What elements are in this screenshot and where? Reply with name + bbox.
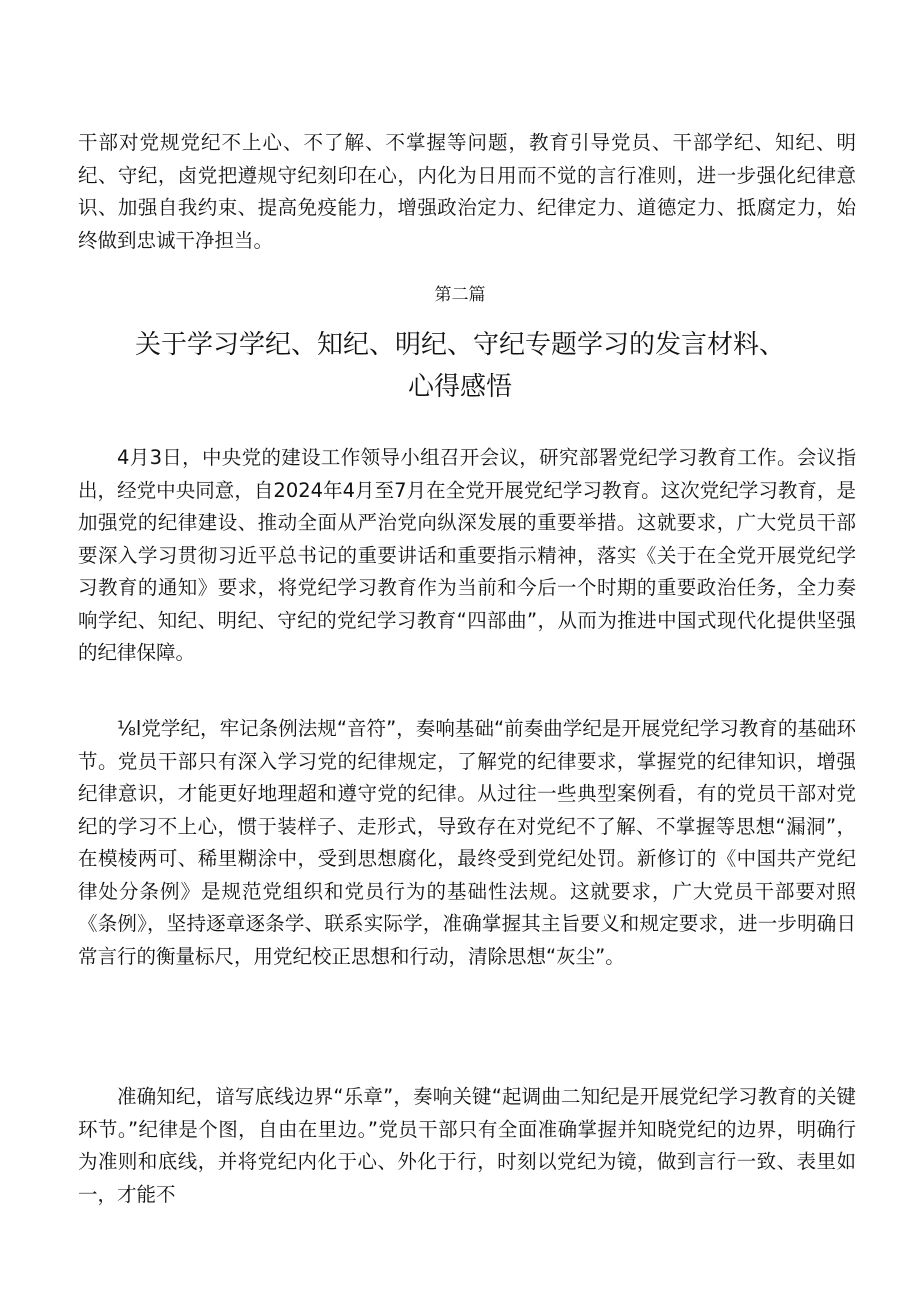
body-paragraph-2: ⅛l党学纪，牢记条例法规“音符”，奏响基础“前奏曲学纪是开展党纪学习教育的基础环节。党员干部只有深入学习党的纪律规定，了解党的纪律要求，掌握党的纪律知识，增强纪律意识，才能更好地理超和遵守党的纪律。从过往一些典型案例看，有的党员干部对党纪的学习不上心，惯于装样子、走形式，导致存在对党纪不了解、不掌握等思想“漏洞”，在模棱两可、稀里糊涂中，受到思想腐化，最终受到党纪处罚。新修订的《中国共产党纪律处分条例》是规范党组织和党员行为的基础性法规。这就要求，广大党员干部要对照《条例》，坚持逐章逐条学、联系实际学，准确掌握其主旨要义和规定要求，进一步明确日常言行的衡量标尺，用党纪校正思想和行动，清除思想“灰尘”。 [78,717,856,968]
document-heading [110,324,810,408]
heading-line-2: 心得感悟 [407,372,512,402]
section-label: 第二篇 [434,285,486,305]
body-paragraph-3: 准确知纪，谙写底线边界“乐章”，奏响关键“起调曲二知纪是开展党纪学习教育的关键环节。”纪律是个图，自由在里边。”党员干部只有全面准确掌握并知晓党纪的边界，明确行为准则和底线，并将党纪内化于心、外化于行，时刻以党纪为镜，做到言行一致、表里如一，才能不 [78,1085,856,1206]
intro-paragraph: 干部对党规党纪不上心、不了解、不掌握等问题，教育引导党员、干部学纪、知纪、明纪、守纪，卤党把遵规守纪刻印在心，内化为日用而不觉的言行准则，进一步强化纪律意识、加强自我约束、提高免疫能力，增强政治定力、纪律定力、道德定力、抵腐定力，始终做到忠诚干净担当。 [78,131,856,252]
heading-line-1: 关于学习学纪、知纪、明纪、守纪专题学习的发言材料、 [134,330,785,360]
body-paragraph-1: 4月3日，中央党的建设工作领导小组召开会议，研究部署党纪学习教育工作。会议指出，经党中央同意，自2024年4月至7月在全党开展党纪学习教育。这次党纪学习教育，是加强党的纪律建设、推动全面从严治党向纵深发展的重要举措。这就要求，广大党员干部要深入学习贯彻习近平总书记的重要讲话和重要指示精神，落实《关于在全党开展党纪学习教育的通知》要求，将党纪学习教育作为当前和今后一个时期的重要政治任务，全力奏响学纪、知纪、明纪、守纪的党纪学习教育“四部曲”，从而为推进中国式现代化提供坚强的纪律保障。 [78,446,856,664]
